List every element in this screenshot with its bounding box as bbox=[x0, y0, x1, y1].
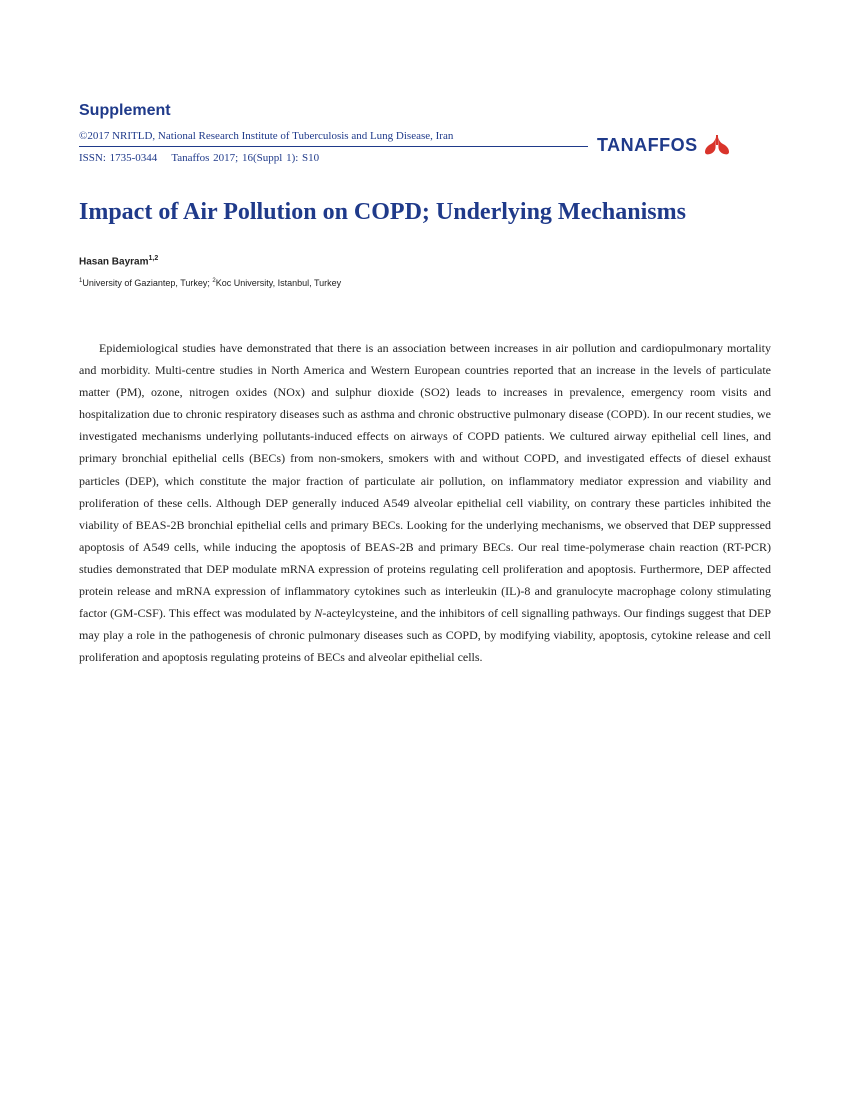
header-rule bbox=[79, 146, 588, 147]
affiliation-mark-2: 2 bbox=[212, 278, 216, 284]
affiliations bbox=[79, 278, 341, 288]
article-title: Impact of Air Pollution on COPD; Underlying Mechanisms bbox=[79, 199, 686, 225]
author-name: Hasan Bayram bbox=[79, 256, 149, 268]
lungs-icon bbox=[703, 135, 731, 155]
journal-citation: Tanaffos 2017; 16(Suppl 1): S10 bbox=[171, 152, 320, 164]
abstract-italic-n: N bbox=[314, 606, 323, 621]
affiliation-mark-1: 1 bbox=[79, 278, 83, 284]
section-label: Supplement bbox=[79, 102, 171, 119]
issn-line bbox=[79, 152, 319, 164]
affiliation-1: University of Gaziantep, Turkey; bbox=[82, 278, 213, 288]
journal-logo bbox=[597, 134, 731, 156]
logo-text: TANAFFOS bbox=[597, 134, 698, 155]
abstract-paragraph bbox=[79, 337, 771, 668]
issn: ISSN: 1735-0344 bbox=[79, 152, 158, 164]
copyright-line: ©2017 NRITLD, National Research Institute of Tuberculosis and Lung Disease, Iran bbox=[79, 130, 454, 142]
author-affiliation-marks: 1,2 bbox=[148, 255, 159, 262]
abstract-text-part1: Epidemiological studies have demonstrated that there is an association between increases in air pollution and cardiopulmonary mortality and morbidity. Multi-centre studies in North America and Western European countries reported that an increase in the levels of particulate matter (PM), ozone, nitrogen oxides (NOx) and sulphur dioxide (SO2) leads to increases in prevalence, emergency room visits and hospitalization due to chronic respiratory diseases such as asthma and chronic obstructive pulmonary disease (COPD). In our recent studies, we investigated mechanisms underlying pollutants-induced effects on airways of COPD patients. We cultured airway epithelial cell lines, and primary bronchial epithelial cells (BECs) from non-smokers, smokers with and without COPD, and investigated effects of diesel exhaust particles (DEP), which constitute the major fraction of particulate air pollution, on inflammatory mediator expression and viability and proliferation of these cells. Although DEP generally induced A549 alveolar epithelial cell viability, on contrary these particles inhibited the viability of BEAS-2B bronchial epithelial cells and primary BECs. Looking for the underlying mechanisms, we observed that DEP suppressed apoptosis of A549 cells, while inducing the apoptosis of BEAS-2B and primary BECs. Our real time-polymerase chain reaction (RT-PCR) studies demonstrated that DEP modulate mRNA expression of proteins regulating cell proliferation and apoptosis. Furthermore, DEP affected protein release and mRNA expression of inflammatory cytokines such as interleukin (IL)-8 and granulocyte macrophage colony stimulating factor (GM-CSF). This effect was modulated by bbox=[79, 341, 771, 621]
affiliation-2: Koc University, Istanbul, Turkey bbox=[215, 278, 342, 288]
author-line bbox=[79, 255, 158, 267]
abstract-text-part2: -acteylcysteine, and the inhibitors of cell signalling pathways. Our findings suggest that DEP may play a role in the pathogenesis of chronic pulmonary diseases such as COPD, by modifying viability, apoptosis, cytokine release and cell proliferation and apoptosis regulating proteins of BECs and alveolar epithelial cells. bbox=[79, 606, 772, 665]
